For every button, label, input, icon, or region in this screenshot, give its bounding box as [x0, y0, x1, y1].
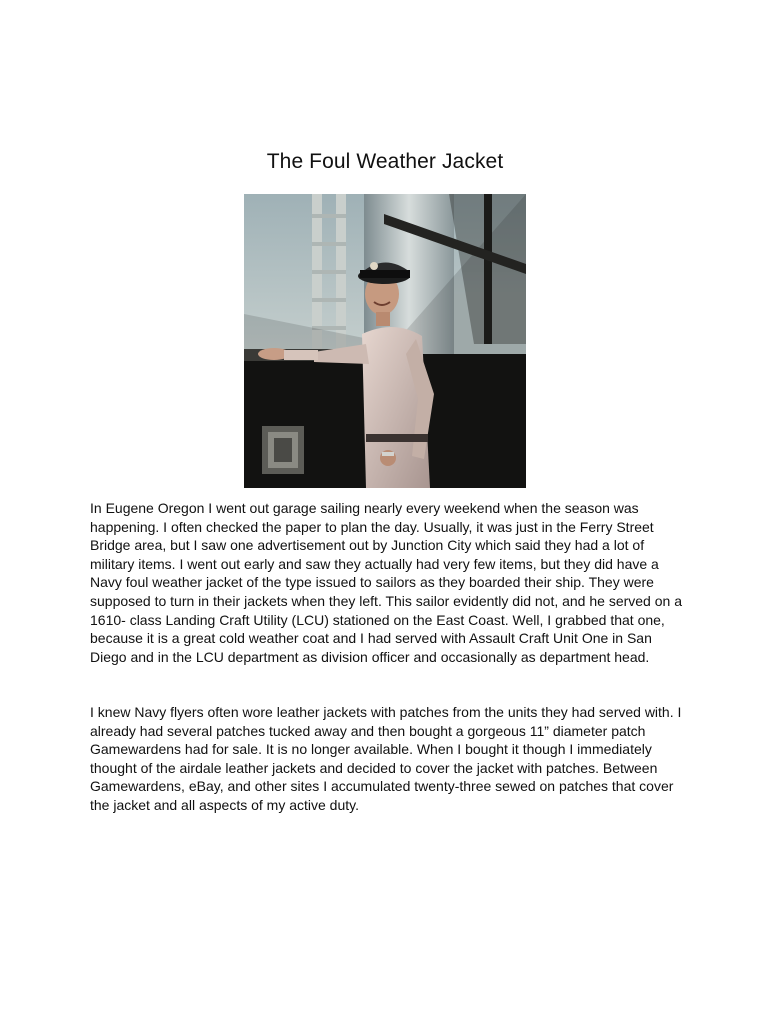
window-frame-post	[484, 194, 492, 344]
paragraph-2: I knew Navy flyers often wore leather jackets with patches from the units they had served with. I already had several patches tucked away and then bought a gorgeous 11” diameter patch Gamewardens had for sale. It is no longer available. When I bought it though I immediately thought of the airdale leather jackets and decided to cover the jacket with patches. Between Gamewardens, eBay, and other sites I accumulated twenty-three sewed on patches that cover the jacket and all aspects of my active duty.	[90, 704, 682, 813]
cap-badge-icon	[370, 262, 378, 270]
page-title: The Foul Weather Jacket	[266, 150, 504, 173]
paragraph-1: In Eugene Oregon I went out garage sailing nearly every weekend when the season was happening. I often checked the paper to plan the day. Usually, it was just in the Ferry Street Bridge area, but I saw one advertisement out by Junction City which said they had a lot of military items. I went out early and saw they actually had very few items, but they did have a Navy foul weather jacket of the type issued to sailors as they boarded their ship. They were supposed to turn in their jackets when they left. This sailor evidently did not, and he served on a 1610- class Landing Craft Utility (LCU) stationed on the East Coast. Well, I grabbed that one, because it is a great cold weather coat and I had served with Assault Craft Unit One in San Diego and in the LCU department as division officer and occasionally as department head.	[90, 500, 682, 665]
wristwatch	[382, 452, 394, 456]
photo-illustration	[244, 194, 526, 488]
photo-sailor-on-ship-bridge	[244, 194, 526, 488]
